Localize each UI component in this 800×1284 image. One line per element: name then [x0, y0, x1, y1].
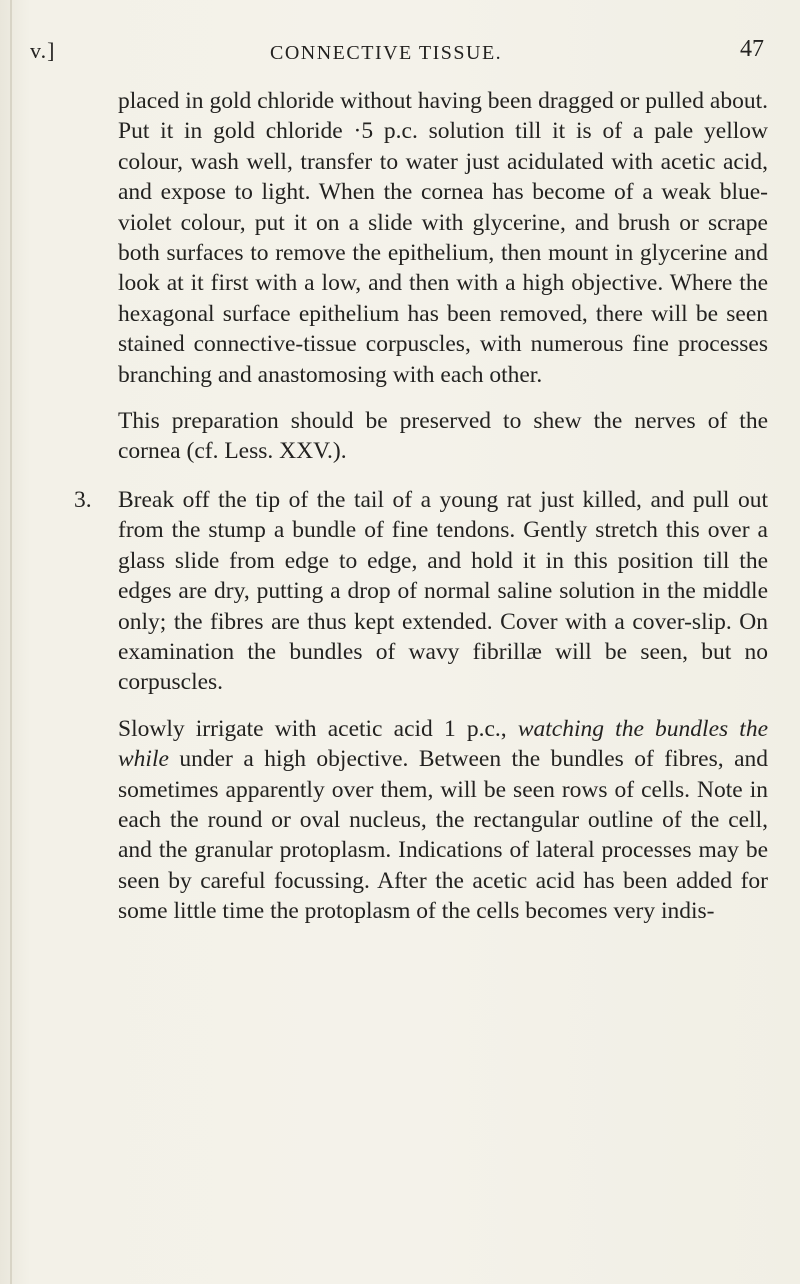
paragraph-acetic-acid	[118, 714, 768, 927]
running-title: CONNECTIVE TISSUE.	[270, 42, 503, 64]
paragraph-tendon-preparation: Break off the tip of the tail of a young rat just killed, and pull out from the stump a bundle of fine tendons. Gently stretch this over a glass slide from edge to edge, and hold it in this position till the edges are dry, putting a drop of normal saline solution in the middle only; the fibres are thus kept extended. Cover with a cover-slip. On examination the bundles of wavy fibrillæ will be seen, but no corpuscles.	[118, 486, 768, 696]
numbered-item-3	[74, 485, 768, 698]
body-text	[74, 86, 769, 927]
paragraph-text-start: Slowly irrigate with acetic acid 1 p.c.,	[118, 715, 518, 742]
paragraph-text-end: under a high objective. Between the bundles of fibres, and sometimes apparently over them, will be seen rows of cells. Note in each the round or oval nucleus, the rectangular outline of the cell, and the granular protoplasm. Indications of lateral processes may be seen by careful focussing. After the acetic acid has been added for some little time the protoplasm of the cells becomes very indis-	[118, 746, 768, 925]
paragraph-gold-chloride: placed in gold chloride without having been dragged or pulled about. Put it in gold chloride ·5 p.c. solution till it is of a pale yellow colour, wash well, transfer to water just acidulated with acetic acid, and expose to light. When the cornea has become of a weak blue-violet colour, put it on a slide with glycerine, and brush or scrape both surfaces to remove the epithelium, then mount in glycerine and look at it first with a low, and then with a high objective. Where the hexagonal surface epithelium has been removed, there will be seen stained connective-tissue corpuscles, with numerous fine processes branching and anastomosing with each other.	[118, 88, 768, 388]
item-number: 3.	[74, 486, 92, 513]
page-header	[0, 32, 800, 72]
page-number: 47	[740, 36, 764, 62]
italic-emphasis: watching the bundles the while	[118, 715, 769, 773]
signature-mark: v.]	[30, 38, 56, 63]
binding-gutter	[10, 0, 12, 1284]
paragraph-preservation-note: This preparation should be preserved to shew the nerves of the cornea (cf. Less. XXV.).	[118, 408, 768, 465]
